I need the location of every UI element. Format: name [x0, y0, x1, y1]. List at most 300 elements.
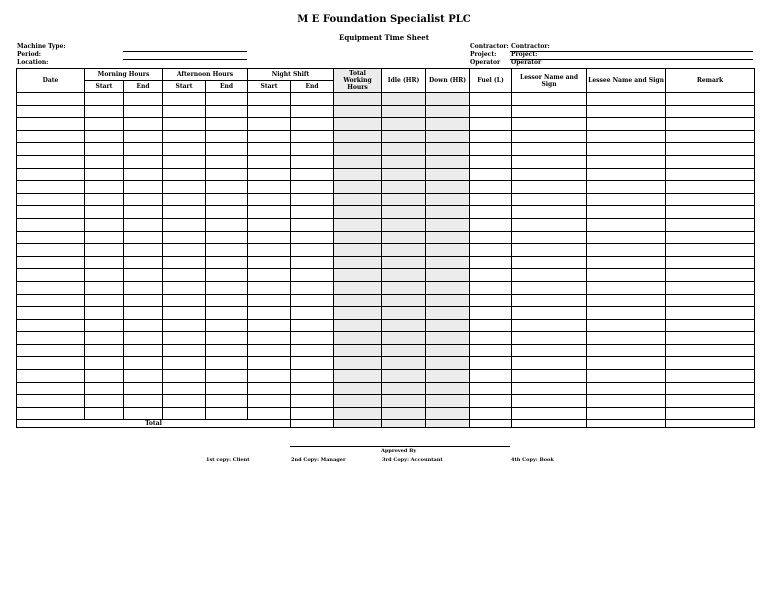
table-cell[interactable]	[470, 206, 512, 219]
table-cell[interactable]	[426, 168, 470, 181]
table-cell[interactable]	[666, 218, 755, 231]
table-cell[interactable]	[512, 395, 587, 408]
table-cell[interactable]	[85, 155, 124, 168]
table-cell[interactable]	[17, 143, 85, 156]
table-cell[interactable]	[426, 332, 470, 345]
table-cell[interactable]	[587, 181, 666, 194]
table-cell[interactable]	[163, 319, 206, 332]
table-cell[interactable]	[206, 105, 248, 118]
table-cell[interactable]	[334, 130, 382, 143]
table-cell[interactable]	[291, 294, 334, 307]
table-cell[interactable]	[587, 105, 666, 118]
table-cell[interactable]	[124, 294, 163, 307]
table-cell[interactable]	[666, 370, 755, 383]
table-cell[interactable]	[512, 206, 587, 219]
table-cell[interactable]	[206, 319, 248, 332]
table-cell[interactable]	[206, 294, 248, 307]
table-cell[interactable]	[206, 382, 248, 395]
table-cell[interactable]	[248, 206, 291, 219]
table-cell[interactable]	[334, 193, 382, 206]
total-cell[interactable]	[470, 420, 512, 428]
table-cell[interactable]	[666, 307, 755, 320]
table-cell[interactable]	[587, 231, 666, 244]
table-cell[interactable]	[17, 269, 85, 282]
table-cell[interactable]	[85, 93, 124, 106]
table-cell[interactable]	[248, 168, 291, 181]
table-cell[interactable]	[124, 218, 163, 231]
table-cell[interactable]	[85, 256, 124, 269]
table-cell[interactable]	[248, 218, 291, 231]
table-cell[interactable]	[470, 370, 512, 383]
table-cell[interactable]	[334, 105, 382, 118]
table-cell[interactable]	[426, 231, 470, 244]
table-cell[interactable]	[206, 168, 248, 181]
table-cell[interactable]	[163, 206, 206, 219]
table-cell[interactable]	[17, 118, 85, 131]
table-cell[interactable]	[124, 332, 163, 345]
table-cell[interactable]	[666, 407, 755, 420]
table-cell[interactable]	[163, 118, 206, 131]
table-cell[interactable]	[666, 319, 755, 332]
table-cell[interactable]	[470, 155, 512, 168]
table-cell[interactable]	[512, 118, 587, 131]
table-cell[interactable]	[124, 193, 163, 206]
table-cell[interactable]	[470, 357, 512, 370]
table-cell[interactable]	[512, 344, 587, 357]
table-cell[interactable]	[248, 181, 291, 194]
table-cell[interactable]	[291, 344, 334, 357]
total-cell[interactable]	[512, 420, 587, 428]
table-cell[interactable]	[17, 105, 85, 118]
table-cell[interactable]	[470, 294, 512, 307]
total-cell[interactable]	[291, 420, 334, 428]
table-cell[interactable]	[291, 143, 334, 156]
table-cell[interactable]	[17, 168, 85, 181]
table-cell[interactable]	[206, 256, 248, 269]
table-cell[interactable]	[206, 155, 248, 168]
table-cell[interactable]	[334, 344, 382, 357]
table-cell[interactable]	[163, 105, 206, 118]
table-cell[interactable]	[163, 294, 206, 307]
table-cell[interactable]	[512, 407, 587, 420]
table-cell[interactable]	[85, 307, 124, 320]
table-cell[interactable]	[334, 407, 382, 420]
table-cell[interactable]	[206, 307, 248, 320]
table-cell[interactable]	[17, 307, 85, 320]
table-cell[interactable]	[666, 155, 755, 168]
table-cell[interactable]	[163, 357, 206, 370]
total-cell[interactable]	[666, 420, 755, 428]
table-cell[interactable]	[512, 357, 587, 370]
table-cell[interactable]	[334, 281, 382, 294]
table-cell[interactable]	[163, 395, 206, 408]
table-cell[interactable]	[334, 269, 382, 282]
table-cell[interactable]	[206, 395, 248, 408]
table-cell[interactable]	[291, 155, 334, 168]
table-cell[interactable]	[666, 93, 755, 106]
table-cell[interactable]	[17, 357, 85, 370]
table-cell[interactable]	[291, 118, 334, 131]
table-cell[interactable]	[291, 269, 334, 282]
table-cell[interactable]	[163, 130, 206, 143]
table-cell[interactable]	[666, 357, 755, 370]
table-cell[interactable]	[291, 93, 334, 106]
table-cell[interactable]	[85, 105, 124, 118]
table-cell[interactable]	[248, 294, 291, 307]
table-cell[interactable]	[382, 256, 426, 269]
table-cell[interactable]	[426, 382, 470, 395]
table-cell[interactable]	[248, 319, 291, 332]
table-cell[interactable]	[248, 307, 291, 320]
table-cell[interactable]	[470, 244, 512, 257]
table-cell[interactable]	[426, 357, 470, 370]
table-cell[interactable]	[291, 193, 334, 206]
table-cell[interactable]	[470, 93, 512, 106]
table-cell[interactable]	[666, 256, 755, 269]
table-cell[interactable]	[291, 307, 334, 320]
table-cell[interactable]	[587, 256, 666, 269]
table-cell[interactable]	[17, 332, 85, 345]
table-cell[interactable]	[124, 370, 163, 383]
table-cell[interactable]	[163, 307, 206, 320]
table-cell[interactable]	[512, 93, 587, 106]
table-cell[interactable]	[512, 168, 587, 181]
table-cell[interactable]	[512, 155, 587, 168]
table-cell[interactable]	[587, 407, 666, 420]
table-cell[interactable]	[85, 319, 124, 332]
table-cell[interactable]	[426, 206, 470, 219]
table-cell[interactable]	[17, 319, 85, 332]
table-cell[interactable]	[124, 181, 163, 194]
table-cell[interactable]	[248, 193, 291, 206]
table-cell[interactable]	[17, 256, 85, 269]
table-cell[interactable]	[248, 382, 291, 395]
table-cell[interactable]	[334, 118, 382, 131]
table-cell[interactable]	[291, 370, 334, 383]
table-cell[interactable]	[426, 370, 470, 383]
table-cell[interactable]	[248, 395, 291, 408]
table-cell[interactable]	[426, 143, 470, 156]
table-cell[interactable]	[291, 181, 334, 194]
table-cell[interactable]	[512, 370, 587, 383]
table-cell[interactable]	[587, 357, 666, 370]
table-cell[interactable]	[248, 344, 291, 357]
table-cell[interactable]	[17, 181, 85, 194]
table-cell[interactable]	[85, 218, 124, 231]
table-cell[interactable]	[85, 357, 124, 370]
table-cell[interactable]	[512, 105, 587, 118]
table-cell[interactable]	[426, 93, 470, 106]
table-cell[interactable]	[334, 231, 382, 244]
table-cell[interactable]	[206, 193, 248, 206]
total-cell[interactable]	[382, 420, 426, 428]
table-cell[interactable]	[163, 168, 206, 181]
table-cell[interactable]	[334, 294, 382, 307]
table-cell[interactable]	[512, 307, 587, 320]
table-cell[interactable]	[666, 168, 755, 181]
table-cell[interactable]	[291, 244, 334, 257]
table-cell[interactable]	[17, 130, 85, 143]
table-cell[interactable]	[163, 93, 206, 106]
table-cell[interactable]	[85, 168, 124, 181]
table-cell[interactable]	[334, 218, 382, 231]
table-cell[interactable]	[17, 193, 85, 206]
table-cell[interactable]	[666, 344, 755, 357]
table-cell[interactable]	[470, 193, 512, 206]
table-cell[interactable]	[163, 155, 206, 168]
table-cell[interactable]	[248, 155, 291, 168]
table-cell[interactable]	[512, 294, 587, 307]
table-cell[interactable]	[587, 395, 666, 408]
table-cell[interactable]	[124, 130, 163, 143]
table-cell[interactable]	[291, 281, 334, 294]
table-cell[interactable]	[426, 407, 470, 420]
table-cell[interactable]	[666, 294, 755, 307]
table-cell[interactable]	[334, 256, 382, 269]
table-cell[interactable]	[124, 319, 163, 332]
table-cell[interactable]	[17, 382, 85, 395]
table-cell[interactable]	[470, 307, 512, 320]
table-cell[interactable]	[17, 155, 85, 168]
table-cell[interactable]	[124, 118, 163, 131]
table-cell[interactable]	[470, 407, 512, 420]
table-cell[interactable]	[382, 143, 426, 156]
table-cell[interactable]	[85, 193, 124, 206]
table-cell[interactable]	[470, 181, 512, 194]
table-cell[interactable]	[334, 395, 382, 408]
table-cell[interactable]	[666, 269, 755, 282]
table-cell[interactable]	[426, 105, 470, 118]
table-cell[interactable]	[163, 382, 206, 395]
table-cell[interactable]	[470, 256, 512, 269]
table-cell[interactable]	[248, 130, 291, 143]
table-cell[interactable]	[248, 118, 291, 131]
total-cell[interactable]	[334, 420, 382, 428]
table-cell[interactable]	[382, 181, 426, 194]
table-cell[interactable]	[163, 344, 206, 357]
table-cell[interactable]	[124, 168, 163, 181]
table-cell[interactable]	[124, 269, 163, 282]
table-cell[interactable]	[512, 218, 587, 231]
table-cell[interactable]	[85, 130, 124, 143]
table-cell[interactable]	[382, 382, 426, 395]
table-cell[interactable]	[587, 332, 666, 345]
table-cell[interactable]	[291, 168, 334, 181]
table-cell[interactable]	[206, 344, 248, 357]
table-cell[interactable]	[666, 118, 755, 131]
table-cell[interactable]	[124, 382, 163, 395]
table-cell[interactable]	[382, 168, 426, 181]
table-cell[interactable]	[85, 269, 124, 282]
table-cell[interactable]	[334, 168, 382, 181]
total-cell[interactable]	[587, 420, 666, 428]
table-cell[interactable]	[587, 193, 666, 206]
table-cell[interactable]	[124, 143, 163, 156]
table-cell[interactable]	[124, 244, 163, 257]
table-cell[interactable]	[587, 370, 666, 383]
table-cell[interactable]	[470, 231, 512, 244]
table-cell[interactable]	[124, 307, 163, 320]
table-cell[interactable]	[124, 407, 163, 420]
table-cell[interactable]	[206, 332, 248, 345]
table-cell[interactable]	[85, 294, 124, 307]
table-cell[interactable]	[291, 231, 334, 244]
table-cell[interactable]	[587, 244, 666, 257]
table-cell[interactable]	[248, 281, 291, 294]
table-cell[interactable]	[512, 181, 587, 194]
table-cell[interactable]	[291, 206, 334, 219]
table-cell[interactable]	[512, 256, 587, 269]
table-cell[interactable]	[85, 181, 124, 194]
table-cell[interactable]	[163, 181, 206, 194]
table-cell[interactable]	[666, 395, 755, 408]
table-cell[interactable]	[248, 357, 291, 370]
table-cell[interactable]	[382, 407, 426, 420]
table-cell[interactable]	[124, 281, 163, 294]
table-cell[interactable]	[291, 105, 334, 118]
table-cell[interactable]	[470, 269, 512, 282]
table-cell[interactable]	[291, 357, 334, 370]
table-cell[interactable]	[512, 382, 587, 395]
table-cell[interactable]	[470, 168, 512, 181]
table-cell[interactable]	[206, 118, 248, 131]
table-cell[interactable]	[382, 93, 426, 106]
table-cell[interactable]	[248, 143, 291, 156]
table-cell[interactable]	[334, 155, 382, 168]
table-cell[interactable]	[470, 218, 512, 231]
table-cell[interactable]	[587, 218, 666, 231]
table-cell[interactable]	[512, 269, 587, 282]
table-cell[interactable]	[334, 332, 382, 345]
table-cell[interactable]	[512, 244, 587, 257]
table-cell[interactable]	[587, 294, 666, 307]
table-cell[interactable]	[334, 93, 382, 106]
table-cell[interactable]	[666, 206, 755, 219]
table-cell[interactable]	[426, 281, 470, 294]
table-cell[interactable]	[163, 143, 206, 156]
table-cell[interactable]	[470, 281, 512, 294]
table-cell[interactable]	[17, 206, 85, 219]
table-cell[interactable]	[17, 231, 85, 244]
table-cell[interactable]	[206, 244, 248, 257]
table-cell[interactable]	[124, 231, 163, 244]
table-cell[interactable]	[334, 370, 382, 383]
table-cell[interactable]	[470, 143, 512, 156]
table-cell[interactable]	[334, 206, 382, 219]
table-cell[interactable]	[124, 206, 163, 219]
table-cell[interactable]	[124, 395, 163, 408]
table-cell[interactable]	[124, 357, 163, 370]
table-cell[interactable]	[206, 231, 248, 244]
table-cell[interactable]	[382, 319, 426, 332]
table-cell[interactable]	[587, 382, 666, 395]
table-cell[interactable]	[248, 332, 291, 345]
table-cell[interactable]	[291, 395, 334, 408]
table-cell[interactable]	[85, 395, 124, 408]
table-cell[interactable]	[85, 206, 124, 219]
table-cell[interactable]	[666, 281, 755, 294]
table-cell[interactable]	[206, 143, 248, 156]
table-cell[interactable]	[248, 269, 291, 282]
table-cell[interactable]	[163, 231, 206, 244]
table-cell[interactable]	[163, 370, 206, 383]
table-cell[interactable]	[17, 294, 85, 307]
table-cell[interactable]	[17, 370, 85, 383]
table-cell[interactable]	[470, 344, 512, 357]
table-cell[interactable]	[163, 244, 206, 257]
table-cell[interactable]	[291, 407, 334, 420]
table-cell[interactable]	[17, 344, 85, 357]
table-cell[interactable]	[470, 395, 512, 408]
table-cell[interactable]	[382, 357, 426, 370]
table-cell[interactable]	[512, 130, 587, 143]
table-cell[interactable]	[666, 193, 755, 206]
table-cell[interactable]	[382, 395, 426, 408]
table-cell[interactable]	[426, 344, 470, 357]
table-cell[interactable]	[163, 281, 206, 294]
table-cell[interactable]	[85, 370, 124, 383]
table-cell[interactable]	[666, 143, 755, 156]
table-cell[interactable]	[85, 332, 124, 345]
table-cell[interactable]	[85, 407, 124, 420]
table-cell[interactable]	[382, 193, 426, 206]
table-cell[interactable]	[291, 218, 334, 231]
table-cell[interactable]	[85, 118, 124, 131]
table-cell[interactable]	[17, 407, 85, 420]
table-cell[interactable]	[382, 307, 426, 320]
table-cell[interactable]	[666, 244, 755, 257]
table-cell[interactable]	[206, 269, 248, 282]
table-cell[interactable]	[124, 155, 163, 168]
table-cell[interactable]	[666, 231, 755, 244]
table-cell[interactable]	[382, 218, 426, 231]
table-cell[interactable]	[382, 118, 426, 131]
table-cell[interactable]	[382, 105, 426, 118]
table-cell[interactable]	[382, 332, 426, 345]
table-cell[interactable]	[124, 93, 163, 106]
table-cell[interactable]	[206, 370, 248, 383]
table-cell[interactable]	[470, 130, 512, 143]
table-cell[interactable]	[206, 218, 248, 231]
table-cell[interactable]	[426, 244, 470, 257]
table-cell[interactable]	[334, 181, 382, 194]
table-cell[interactable]	[666, 130, 755, 143]
table-cell[interactable]	[206, 281, 248, 294]
table-cell[interactable]	[163, 256, 206, 269]
table-cell[interactable]	[248, 231, 291, 244]
table-cell[interactable]	[334, 307, 382, 320]
table-cell[interactable]	[587, 281, 666, 294]
table-cell[interactable]	[587, 168, 666, 181]
table-cell[interactable]	[470, 105, 512, 118]
table-cell[interactable]	[666, 332, 755, 345]
table-cell[interactable]	[248, 93, 291, 106]
table-cell[interactable]	[512, 332, 587, 345]
table-cell[interactable]	[382, 370, 426, 383]
table-cell[interactable]	[426, 319, 470, 332]
table-cell[interactable]	[334, 319, 382, 332]
table-cell[interactable]	[248, 105, 291, 118]
table-cell[interactable]	[85, 344, 124, 357]
table-cell[interactable]	[85, 143, 124, 156]
table-cell[interactable]	[17, 93, 85, 106]
table-cell[interactable]	[163, 407, 206, 420]
table-cell[interactable]	[382, 281, 426, 294]
table-cell[interactable]	[124, 344, 163, 357]
table-cell[interactable]	[17, 244, 85, 257]
table-cell[interactable]	[426, 118, 470, 131]
table-cell[interactable]	[426, 395, 470, 408]
